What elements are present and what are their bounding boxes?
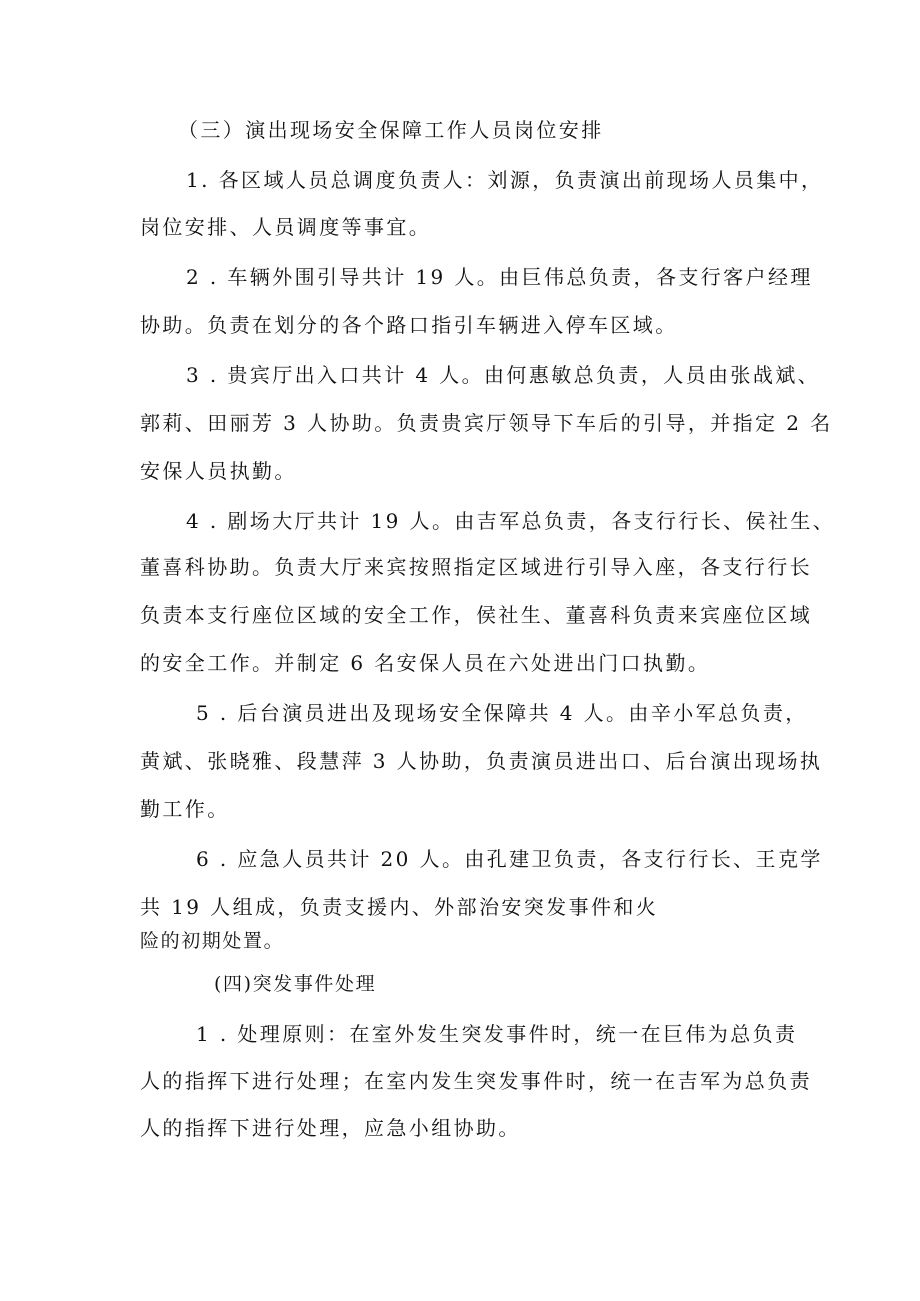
item-2-line-2: 协助。负责在划分的各个路口指引车辆进入停车区域。 <box>140 313 678 337</box>
item-1-line-1: 1. 各区域人员总调度负责人：刘源，负责演出前现场人员集中， <box>186 168 824 192</box>
item-3-line-2: 郭莉、田丽芳 3 人协助。负责贵宾厅领导下车后的引导，并指定 2 名 <box>140 411 833 435</box>
principle-line-3: 人的指挥下进行处理，应急小组协助。 <box>140 1116 521 1140</box>
item-3-line-3: 安保人员执勤。 <box>140 459 297 483</box>
item-6-line-3: 险的初期处置。 <box>140 930 285 952</box>
principle-line-1: 1 . 处理原则：在室外发生突发事件时，统一在巨伟为总负责 <box>196 1022 798 1046</box>
item-5-line-1: 5 . 后台演员进出及现场安全保障共 4 人。由辛小军总负责， <box>196 701 808 725</box>
item-2-line-1: 2 . 车辆外围引导共计 19 人。由巨伟总负责，各支行客户经理 <box>186 265 813 289</box>
item-4-line-4: 的安全工作。并制定 6 名安保人员在六处进出门口执勤。 <box>140 651 711 675</box>
item-4-line-2: 董喜科协助。负责大厅来宾按照指定区域进行引导入座，各支行行长 <box>140 555 812 579</box>
item-4-line-1: 4 . 剧场大厅共计 19 人。由吉军总负责，各支行行长、侯社生、 <box>186 509 836 533</box>
item-3-line-1: 3 . 贵宾厅出入口共计 4 人。由何惠敏总负责，人员由张战斌、 <box>186 363 821 387</box>
principle-line-2: 人的指挥下进行处理；在室内发生突发事件时，统一在吉军为总负责 <box>140 1069 812 1093</box>
item-4-line-3: 负责本支行座位区域的安全工作，侯社生、董喜科负责来宾座位区域 <box>140 603 812 627</box>
section-heading-4: (四)突发事件处理 <box>214 973 377 995</box>
item-6-line-2: 共 19 人组成，负责支援内、外部治安突发事件和火 <box>140 895 659 919</box>
item-5-line-2: 黄斌、张晓雅、段慧萍 3 人协助，负责演员进出口、后台演出现场执 <box>140 749 823 773</box>
item-6-line-1: 6 . 应急人员共计 20 人。由孔建卫负责，各支行行长、王克学 <box>196 847 823 871</box>
item-1-line-2: 岗位安排、人员调度等事宜。 <box>140 215 432 239</box>
section-heading-3: （三）演出现场安全保障工作人员岗位安排 <box>178 118 604 142</box>
item-5-line-3: 勤工作。 <box>140 797 230 821</box>
